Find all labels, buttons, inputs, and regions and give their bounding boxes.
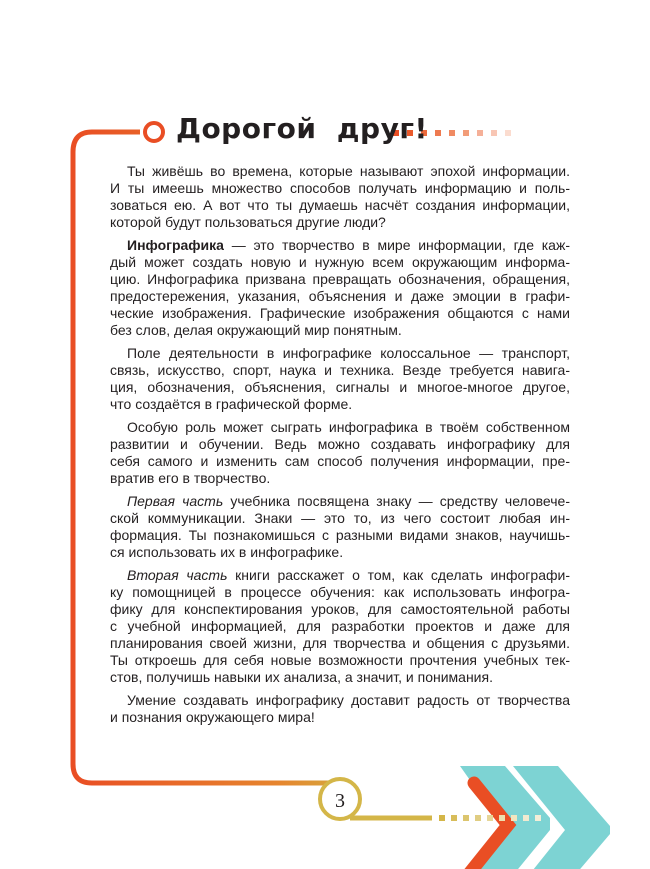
paragraph (110, 163, 570, 231)
line-text: что создаётся в графической форме. (110, 396, 353, 412)
line-text: ской коммуникации. Знаки — это то, из чего состоит любая ин- (110, 510, 570, 526)
line-text: с учебной информацией, для разработки проектов и даже для (110, 618, 570, 634)
text-line (110, 601, 570, 618)
text-line (110, 635, 570, 652)
line-text: предостережения, указания, объяснения и даже эмоции в графи- (110, 288, 570, 304)
text-line (110, 254, 570, 271)
line-text: дый может создать новую и нужную всем окружающим информа- (110, 254, 570, 270)
line-text: стов, получишь навыки их анализа, а значит, и понимания. (110, 669, 493, 685)
text-line (110, 419, 570, 436)
lead-term: Инфографика (127, 237, 224, 253)
paragraph (110, 345, 570, 413)
text-line (110, 237, 570, 254)
line-text: связь, искусство, спорт, наука и техника. Везде требуется навига- (110, 362, 570, 378)
text-line (110, 436, 570, 453)
line-text: без слов, делая окружающий мир понятным. (110, 322, 402, 338)
text-line (110, 544, 570, 561)
lead-term: Вторая часть (127, 567, 228, 583)
paragraph (110, 692, 570, 726)
line-text: И ты имеешь множество способов получать информацию и поль- (110, 180, 570, 196)
line-text: развитии и обучении. Ведь можно создавать инфографику для (110, 436, 570, 452)
gold-dotted-trail (439, 815, 541, 821)
line-text: фику для конспектирования уроков, для самостоятельной работы (110, 601, 570, 617)
text-line (110, 362, 570, 379)
line-text: и познания окружающего мира! (110, 709, 315, 725)
paragraph (110, 567, 570, 686)
text-line (110, 163, 570, 180)
text-line (110, 618, 570, 635)
text-line (110, 527, 570, 544)
page-number: 3 (335, 790, 345, 812)
line-text: зоваться ею. А вот что ты думаешь насчёт создания информации, (110, 197, 570, 213)
text-line (110, 510, 570, 527)
line-text: книги расскажет о том, как сделать инфографи- (227, 567, 570, 583)
line-text: планирования своей жизни, для творчества и общения с друзьями. (110, 635, 570, 651)
line-text: себя самого и изменить сам способ получения информации, пре- (110, 453, 570, 469)
text-line (110, 470, 570, 487)
line-text: — это творчество в мире информации, где каж- (223, 237, 570, 253)
paragraph (110, 237, 570, 339)
text-line (110, 493, 570, 510)
text-line (110, 396, 570, 413)
body-text (110, 163, 570, 732)
text-line (110, 322, 570, 339)
text-line (110, 453, 570, 470)
text-line (110, 271, 570, 288)
text-line (110, 197, 570, 214)
line-text: Ты откроешь для себя новые возможности прочтения учебных тек- (110, 652, 570, 668)
text-line (110, 709, 570, 726)
text-line (110, 652, 570, 669)
text-line (110, 288, 570, 305)
text-line (110, 180, 570, 197)
line-text: формация. Ты познакомишься с разными видами знаков, научишь- (110, 527, 570, 543)
line-text: вратив его в творчество. (110, 470, 271, 486)
line-text: Ты живёшь во времена, которые называют эпохой информации. (127, 163, 570, 179)
text-line (110, 567, 570, 584)
line-text: ку помощницей в процессе обучения: как использовать инфогра- (110, 584, 570, 600)
page-title: Дорогой друг! (176, 112, 428, 145)
line-text: ся использовать их в инфографике. (110, 544, 344, 560)
text-line (110, 345, 570, 362)
line-text: Особую роль может сыграть инфографика в твоём собственном (127, 419, 570, 435)
line-text: ция, обозначения, объяснения, сигналы и многое-многое другое, (110, 379, 570, 395)
line-text: учебника посвящена знаку — средству человече- (223, 493, 570, 509)
text-line (110, 214, 570, 231)
text-line (110, 379, 570, 396)
line-text: ческие изображения. Графические изображения общаются с нами (110, 305, 570, 321)
text-line (110, 669, 570, 686)
line-text: Умение создавать инфографику доставит радость от творчества (127, 692, 570, 708)
text-line (110, 692, 570, 709)
line-text: цию. Инфографика призвана превращать обозначения, обращения, (110, 271, 570, 287)
line-text: Поле деятельности в инфографике колоссальное — транспорт, (127, 345, 570, 361)
lead-term: Первая часть (127, 493, 224, 509)
text-line (110, 584, 570, 601)
paragraph (110, 493, 570, 561)
text-line (110, 305, 570, 322)
title-circle-marker (145, 123, 163, 141)
paragraph (110, 419, 570, 487)
line-text: которой будут пользоваться другие люди? (110, 214, 386, 230)
